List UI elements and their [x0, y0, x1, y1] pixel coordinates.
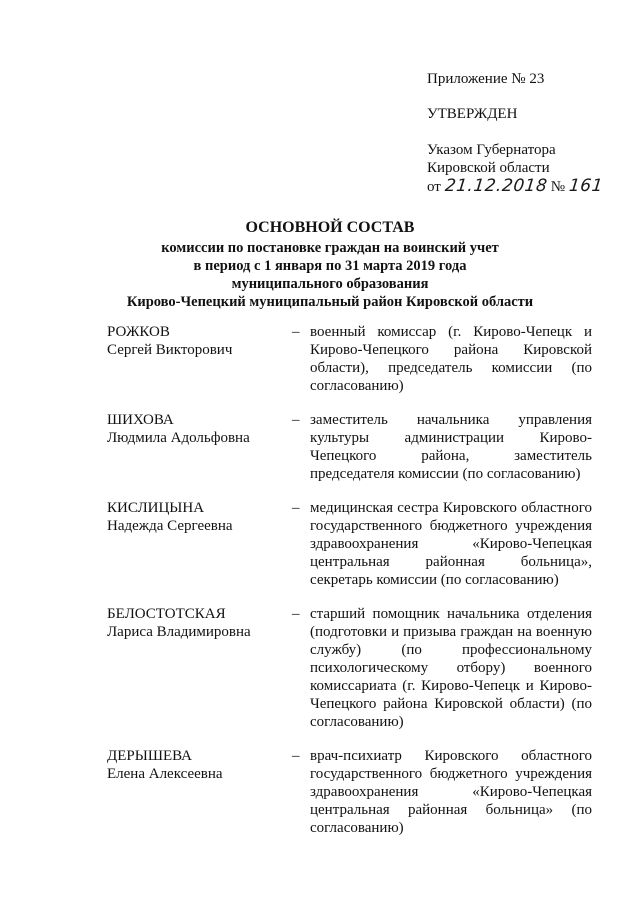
handwritten-date: 21.12.2018 — [443, 176, 549, 196]
title-line-3: муниципального образования — [231, 276, 429, 292]
dash-separator: – — [292, 748, 300, 764]
document-title — [90, 217, 570, 311]
member-name — [107, 499, 292, 589]
dash-separator: – — [292, 412, 300, 428]
member-role: заместитель начальника управления культуры администрации Кирово-Чепецкого района, заместитель председателя комиссии (по согласованию) — [310, 412, 592, 482]
approval-block — [427, 70, 627, 196]
members-list — [107, 323, 592, 853]
dash-separator: – — [292, 606, 300, 622]
handwritten-number: 161 — [567, 176, 604, 196]
title-line-1: комиссии по постановке граждан на воинский учет — [161, 240, 499, 256]
member-role: медицинская сестра Кировского областного государственного бюджетного учреждения здравоохранения «Кирово-Чепецкая центральная районная больница», секретарь комиссии (по согласованию) — [310, 500, 592, 588]
member-role: старший помощник начальника отделения (подготовки и призыва граждан на военную службу) (по профессиональному психологическому отбору) военного комиссариата (г. Кирово-Чепецк и Кирово-Чепецкого района Кировской области) (по согласованию) — [310, 606, 592, 730]
member-surname: БЕЛОСТОТСКАЯ — [107, 606, 226, 622]
member-entry — [107, 411, 592, 483]
member-surname: ДЕРЫШЕВА — [107, 748, 193, 764]
member-given-name: Сергей Викторович — [107, 342, 233, 358]
member-given-name: Лариса Владимировна — [107, 624, 251, 640]
decree-date-line — [427, 177, 627, 196]
member-entry — [107, 499, 592, 589]
dash-separator: – — [292, 500, 300, 516]
member-name — [107, 605, 292, 731]
dash-separator: – — [292, 324, 300, 340]
approved-label: УТВЕРЖДЕН — [427, 106, 518, 122]
title-main: ОСНОВНОЙ СОСТАВ — [245, 219, 415, 236]
title-line-4: Кирово-Чепецкий муниципальный район Кировской области — [126, 294, 534, 310]
member-name — [107, 323, 292, 395]
member-given-name: Елена Алексеевна — [107, 766, 223, 782]
member-given-name: Людмила Адольфовна — [107, 430, 250, 446]
appendix-number: Приложение № 23 — [427, 71, 545, 87]
member-given-name: Надежда Сергеевна — [107, 518, 233, 534]
number-prefix: № — [550, 179, 566, 195]
member-surname: РОЖКОВ — [107, 324, 170, 340]
date-prefix: от — [427, 179, 441, 195]
member-name — [107, 747, 292, 837]
member-role: военный комиссар (г. Кирово-Чепецк и Кирово-Чепецкого района Кировской области), председатель комиссии (по согласованию) — [310, 324, 592, 394]
decree-line-2: Кировской области — [427, 160, 550, 176]
member-surname: КИСЛИЦЫНА — [107, 500, 205, 516]
member-entry — [107, 605, 592, 731]
member-entry — [107, 747, 592, 837]
decree-line-1: Указом Губернатора — [427, 142, 556, 158]
member-name — [107, 411, 292, 483]
member-entry — [107, 323, 592, 395]
member-role: врач-психиатр Кировского областного государственного бюджетного учреждения здравоохранения «Кирово-Чепецкая центральная районная больница» (по согласованию) — [310, 748, 592, 836]
title-line-2: в период с 1 января по 31 марта 2019 года — [193, 258, 467, 274]
member-surname: ШИХОВА — [107, 412, 174, 428]
